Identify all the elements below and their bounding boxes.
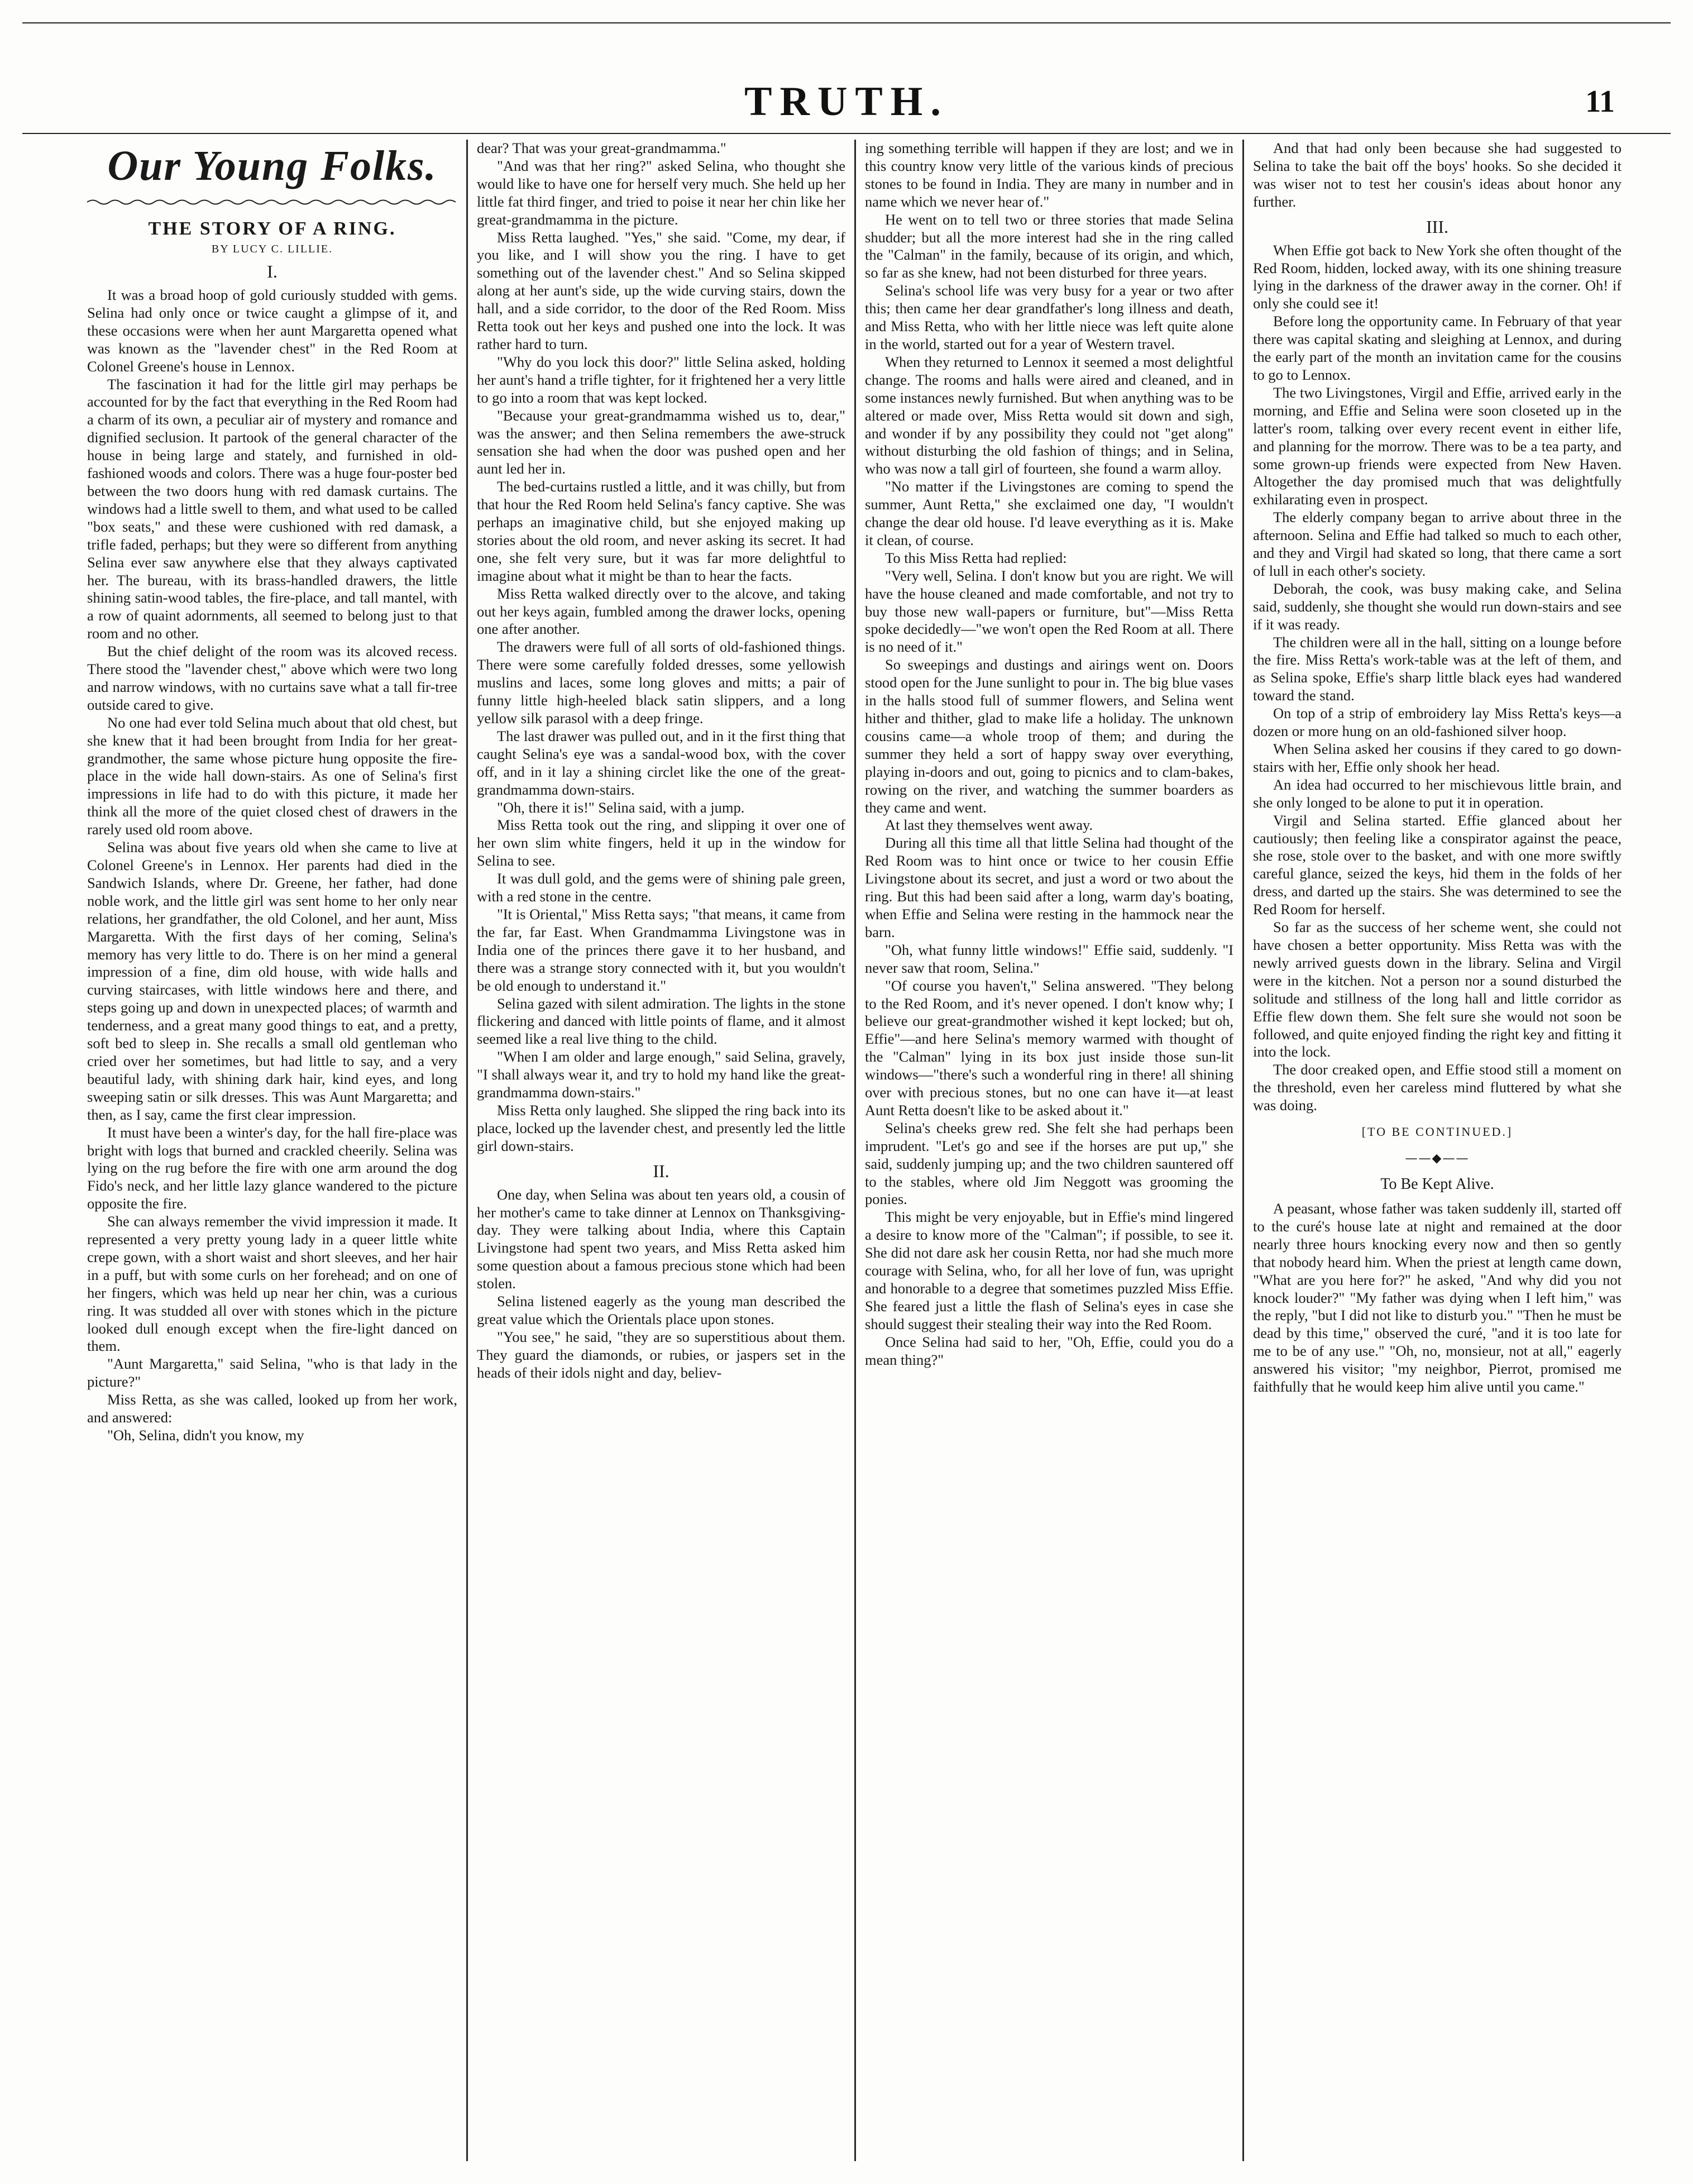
paragraph: "Of course you haven't," Selina answered. "They belong to the Red Room, and it's never opened. I don't know why; I believe our great-grandmother wished it kept locked; but oh, Effie"—and here Selina's memory warmed with thought of the "Calman" lying in its box just inside those sun-lit windows—"there's such a wonderful ring in there! all shining over with precious stones, but no one can have it—at least Aunt Retta doesn't like to be asked about it." [865, 977, 1233, 1119]
paragraph: Miss Retta walked directly over to the alcove, and taking out her keys again, fumbled among the drawer locks, opening one after another. [477, 585, 845, 638]
masthead: TRUTH. [744, 79, 949, 125]
paragraph: The bed-curtains rustled a little, and it was chilly, but from that hour the Red Room held Selina's fancy captive. She was perhaps an imaginative child, but she enjoyed making up stories about the old room, and never asking its secret. It had one, she felt very sure, but it was far more delightful to imagine about what it might be than to hear the facts. [477, 478, 845, 584]
masthead-rule [22, 133, 1671, 134]
paragraph: Virgil and Selina started. Effie glanced about her cautiously; then feeling like a conspirator against the peace, she rose, stole over to the basket, and with one more swiftly careful glance, seized the keys, hid them in the folds of her dress, and darted up the stairs. She was determined to see the Red Room for herself. [1253, 811, 1622, 918]
paragraph: It must have been a winter's day, for the hall fire-place was bright with logs that burned and crackled cheerily. Selina was lying on the rug before the fire with one arm around the dog Fido's neck, and her little lazy glance wandered to the picture opposite the fire. [87, 1124, 457, 1212]
paragraph: "Very well, Selina. I don't know but you are right. We will have the house cleaned and made comfortable, and not try to buy those new wall-papers or furniture, but"—Miss Retta spoke decidedly—"we won't open the Red Room at all. There is no need of it." [865, 567, 1233, 656]
columns [78, 140, 1630, 2161]
paragraph: So far as the success of her scheme went, she could not have chosen a better opportunity. Miss Retta was with the newly arrived guests down in the library. Selina and Virgil were in the kitchen. Not a person nor a sound disturbed the solitude and stillness of the long hall and little corridor as Effie flew down them. She felt sure she would not soon be followed, and quite enjoyed finding the right key and fitting it into the lock. [1253, 919, 1622, 1060]
paragraph: "Oh, Selina, didn't you know, my [107, 1427, 304, 1444]
wavy-rule [87, 198, 456, 206]
column-1 [78, 140, 466, 2161]
paragraph: Selina was about five years old when she came to live at Colonel Greene's in Lennox. Her parents had died in the Sandwich Islands, where Dr. Greene, her father, had done noble work, and the little girl was sent home to her only near relations, her grandfather, the old Colonel, and her aunt, Miss Margaretta. With the first days of her coming, Selina's memory has very little to do. There is on her mind a general impression of a fine, dim old house, with wide halls and curving staircases, with little windows here and there, and steps going up and down in unexpected places; of warmth and tenderness, and a great many good things to eat, and a pretty, soft bed to sleep in. She recalls a small old gentleman who cried over her sometimes, but had little to say, and a very beautiful lady, with shining dark hair, kind eyes, and long sweeping satin or silk dresses. This was Aunt Margaretta; and then, as I say, came the first clear impression. [87, 839, 457, 1123]
paragraph: When they returned to Lennox it seemed a most delightful change. The rooms and halls were aired and cleaned, and in some instances newly furnished. But when anything was to be altered or made over, Miss Retta would sit down and sigh, and wonder if by any possibility they could not "get along" without disturbing the old fashion of things; and in Selina, who was now a tall girl of fourteen, she found a warm alloy. [865, 353, 1233, 477]
paragraph: Miss Retta, as she was called, looked up from her work, and answered: [87, 1391, 457, 1426]
paragraph: "No matter if the Livingstones are coming to spend the summer, Aunt Retta," she exclaimed one day, "I wouldn't change the dear old house. I'd leave everything as it is. Make it clean, of course. [865, 478, 1233, 548]
column-4-body [1253, 140, 1622, 1396]
paragraph: No one had ever told Selina much about that old chest, but she knew that it had been brought from India for her great-grandmother, the same whose picture hung opposite the fire-place in the wide hall down-stairs. As one of Selina's first impressions in life had to do with this picture, it made her think all the more of the quiet closed chest of drawers in the rarely used old room above. [87, 714, 457, 838]
column-1-body [87, 286, 457, 1445]
paragraph: On top of a strip of embroidery lay Miss Retta's keys—a dozen or more hung on an old-fashioned silver hoop. [1253, 705, 1622, 740]
paragraph: One day, when Selina was about ten years old, a cousin of her mother's came to take dinner at Lennox on Thanksgiving-day. They were talking about India, where this Captain Livingstone had spent two years, and Miss Retta asked him some question about a famous precious stone which had been stolen. [477, 1186, 845, 1292]
paragraph: The door creaked open, and Effie stood still a moment on the threshold, even her careless mind fluttered by what she was doing. [1253, 1061, 1622, 1114]
paragraph: When Selina asked her cousins if they cared to go down-stairs with her, Effie only shook her head. [1253, 740, 1622, 775]
paragraph: Deborah, the cook, was busy making cake, and Selina said, suddenly, she thought she would run down-stairs and see if it was ready. [1253, 580, 1622, 633]
paragraph: "Because your great-grandmamma wished us to, dear," was the answer; and then Selina remembers the awe-struck sensation she had when the door was pushed open and her aunt led her in. [477, 407, 845, 477]
paragraph: The drawers were full of all sorts of old-fashioned things. There were some carefully folded dresses, some yellowish muslins and laces, some long gloves and mitts; a pair of funny little high-heeled black satin slippers, and a long yellow silk parasol with a deep fringe. [477, 638, 845, 727]
paragraph: "It is Oriental," Miss Retta says; "that means, it came from the far, far East. When Grandmamma Livingstone was in India one of the princes there gave it to her husband, and there was a strange story connected with it, but you wouldn't be old enough to understand it." [477, 905, 845, 994]
paragraph: The children were all in the hall, sitting on a lounge before the fire. Miss Retta's work-table was at the left of them, and as Selina spoke, Effie's sharp little black eyes had wandered toward the stand. [1253, 633, 1622, 704]
paragraph: But the chief delight of the room was its alcoved recess. There stood the "lavender chest," above which were two long and narrow windows, with no curtains save what a tall fir-tree outside cared to give. [87, 643, 457, 713]
paragraph: Before long the opportunity came. In February of that year there was capital skating and sleighing at Lennox, and during the early part of the month an invitation came for the cousins to go to Lennox. [1253, 313, 1622, 383]
paragraph: A peasant, whose father was taken suddenly ill, started off to the curé's house late at night and remained at the door nearly three hours knocking every now and then so gently that nobody heard him. When the priest at length came down, "What are you here for?" he asked, "And why did you not knock louder?" "My father was dying when I left him," was the reply, "but I did not like to disturb you." "Then he must be dead by this time," observed the curé, "and it is too late for me to be of any use." "Oh, no, monsieur, not at all," eagerly answered his visitor; "my neighbor, Pierrot, promised me faithfully that he would keep him alive until you came." [1253, 1200, 1622, 1396]
paragraph: "And was that her ring?" asked Selina, who thought she would like to have one for herself very much. She held up her little fat third finger, and tried to poise it near her chin like her great-grandmamma in the picture. [477, 157, 845, 228]
paragraph: The elderly company began to arrive about three in the afternoon. Selina and Effie had talked so much to each other, and they and Virgil had skated so long, that there came a sort of lull in each other's society. [1253, 509, 1622, 579]
paragraph: It was a broad hoop of gold curiously studded with gems. Selina had only once or twice caught a glimpse of it, and these occasions were when her aunt Margaretta opened what was known as the "lavender chest" in the Red Room at Colonel Greene's house in Lennox. [87, 286, 457, 375]
paragraph: Selina's cheeks grew red. She felt she had perhaps been imprudent. "Let's go and see if the horses are put up," she said, suddenly jumping up; and the two children sauntered off to the stables, where old Jim Neggott was grooming the ponies. [865, 1119, 1233, 1208]
paragraph: This might be very enjoyable, but in Effie's mind lingered a desire to know more of the "Calman"; if possible, to see it. She did not dare ask her cousin Retta, nor had she much more courage with Selina, who, for all her love of fun, was upright and honorable to a degree that sometimes puzzled Miss Effie. She feared just a little the flash of Selina's eyes in case she should suggest their stealing their way into the Red Room. [865, 1208, 1233, 1332]
ornamental-divider: ——◆—— [1405, 1151, 1470, 1166]
column-4 [1242, 140, 1630, 2161]
paragraph: Selina's school life was very busy for a year or two after this; then came her dear grandfather's long illness and death, and Miss Retta, who with her little niece was left quite alone in the world, started out for a year of Western travel. [865, 282, 1233, 352]
paragraph: "Why do you lock this door?" little Selina asked, holding her aunt's hand a trifle tighter, for it frightened her a very little to go into a room that was kept locked. [477, 353, 845, 406]
paragraph: "When I am older and large enough," said Selina, gravely, "I shall always wear it, and try to hold my hand like the great-grandmamma down-stairs." [477, 1048, 845, 1101]
paragraph: "Oh, what funny little windows!" Effie said, suddenly. "I never saw that room, Selina." [865, 941, 1233, 976]
paragraph: The fascination it had for the little girl may perhaps be accounted for by the fact that everything in the Red Room had a charm of its own, a peculiar air of mystery and romance and dignified seclusion. It partook of the general character of the house in being large and stately, and furnished in old-fashioned woods and colors. There was a huge four-poster bed between the two doors hung with red damask curtains. The windows had a little swell to them, and what used to be called "box seats," and these were cushioned with red damask, a trifle faded, perhaps; but they were so different from anything Selina ever saw anywhere else that they always captivated her. The bureau, with its brass-handled drawers, the little shining satin-wood tables, the fire-place, and tall mantel, with a row of quaint adornments, all seemed to belong just to that room and no other. [87, 375, 457, 642]
paragraph: Miss Retta only laughed. She slipped the ring back into its place, locked up the lavender chest, and presently led the little girl down-stairs. [477, 1101, 845, 1154]
story-byline: BY LUCY C. LILLIE. [211, 243, 333, 255]
paragraph: The two Livingstones, Virgil and Effie, arrived early in the morning, and Effie and Selina were soon closeted up in the latter's room, talking over every recent event in either life, and planning for the morrow. There was to be a tea party, and some grown-up friends were expected from New Haven. Altogether the day promised much that was delightfully exhilarating even in prospect. [1253, 384, 1622, 508]
story-title: THE STORY OF A RING. [148, 218, 396, 239]
paragraph: ing something terrible will happen if they are lost; and we in this country know very little of the various kinds of precious stones to be found in India. They are many in number and in name which we never hear of." [865, 140, 1233, 210]
paragraph: The last drawer was pulled out, and in it the first thing that caught Selina's eye was a sandal-wood box, with the cover off, and in it lay a shining circlet like the one of the great-grandmamma down-stairs. [477, 727, 845, 798]
article-title: To Be Kept Alive. [1380, 1175, 1494, 1193]
paragraph: When Effie got back to New York she often thought of the Red Room, hidden, locked away, with its one shining treasure lying in the darkness of the drawer away in the corner. Oh! if only she could see it! [1253, 241, 1622, 312]
section-title: Our Young Folks. [107, 142, 437, 189]
continued-note: [TO BE CONTINUED.] [1361, 1125, 1513, 1139]
page-number: 11 [1585, 84, 1615, 119]
paragraph: He went on to tell two or three stories that made Selina shudder; but all the more interest had she in the ring called the "Calman" in the family, because of its origin, and which, so far as she knew, had not been disturbed for three years. [865, 211, 1233, 281]
column-3-body [865, 140, 1233, 1369]
top-border-rule [22, 22, 1671, 23]
part-one-heading: I. [267, 261, 278, 281]
paragraph: "Oh, there it is!" Selina said, with a jump. [497, 799, 745, 816]
column-2-body [477, 140, 845, 1382]
paragraph: Selina listened eagerly as the young man described the great value which the Orientals place upon stones. [477, 1293, 845, 1327]
paragraph: Miss Retta laughed. "Yes," she said. "Come, my dear, if you like, and I will show you the ring. I have to get something out of the lavender chest." And so Selina skipped along at her aunt's side, up the wide curving stairs, down the hall, and a side corridor, to the door of the Red Room. Miss Retta took out her keys and pushed one into the lock. It was rather hard to turn. [477, 228, 845, 352]
paragraph: To this Miss Retta had replied: [885, 549, 1067, 566]
paragraph: An idea had occurred to her mischievous little brain, and she only longed to be alone to put it in operation. [1253, 776, 1622, 811]
paragraph: It was dull gold, and the gems were of shining pale green, with a red stone in the centre. [477, 870, 845, 905]
paragraph: "Aunt Margaretta," said Selina, "who is that lady in the picture?" [87, 1355, 457, 1390]
paragraph: Once Selina had said to her, "Oh, Effie, could you do a mean thing?" [865, 1333, 1233, 1368]
paragraph: "You see," he said, "they are so superstitious about them. They guard the diamonds, or rubies, or jaspers set in the heads of their idols night and day, believ- [477, 1328, 845, 1381]
paragraph: She can always remember the vivid impression it made. It represented a very pretty young lady in a queer little white crepe gown, with a short waist and short sleeves, and her hair in a puff, but with some curls on her forehead; and on one of her fingers, which was held up near her chin, was a curious ring. It was studded all over with stones which in the picture looked dull enough except when the fire-light danced on them. [87, 1213, 457, 1355]
column-3 [854, 140, 1242, 2161]
paragraph: Miss Retta took out the ring, and slipping it over one of her own slim white fingers, held it up in the window for Selina to see. [477, 816, 845, 869]
column-2 [466, 140, 854, 2161]
paragraph: So sweepings and dustings and airings went on. Doors stood open for the June sunlight to pour in. The big blue vases in the halls stood full of summer flowers, and Selina went hither and thither, glad to make life a holiday. The unknown cousins came—a whole troop of them; and during the summer they held a sort of happy sway over everything, playing in-doors and out, going to picnics and to clam-bakes, rowing on the river, and watching the summer boarders as they came and went. [865, 656, 1233, 816]
paragraph: During all this time all that little Selina had thought of the Red Room was to hint once or twice to her cousin Effie Livingstone about its secret, and just a word or two about the ring. But this had been said after a long, warm day's boating, when Effie and Selina were resting in the hammock near the barn. [865, 834, 1233, 940]
paragraph: At last they themselves went away. [885, 816, 1093, 834]
part-heading: II. [653, 1160, 669, 1181]
paragraph: And that had only been because she had suggested to Selina to take the bait off the boys' hooks. So she decided it was wiser not to test her cousin's ideas about honor any further. [1253, 140, 1622, 210]
part-heading: III. [1426, 216, 1448, 237]
paragraph: Selina gazed with silent admiration. The lights in the stone flickering and danced with little points of flame, and it almost seemed like a real live thing to the child. [477, 995, 845, 1048]
paragraph: dear? That was your great-grandmamma." [477, 140, 726, 156]
